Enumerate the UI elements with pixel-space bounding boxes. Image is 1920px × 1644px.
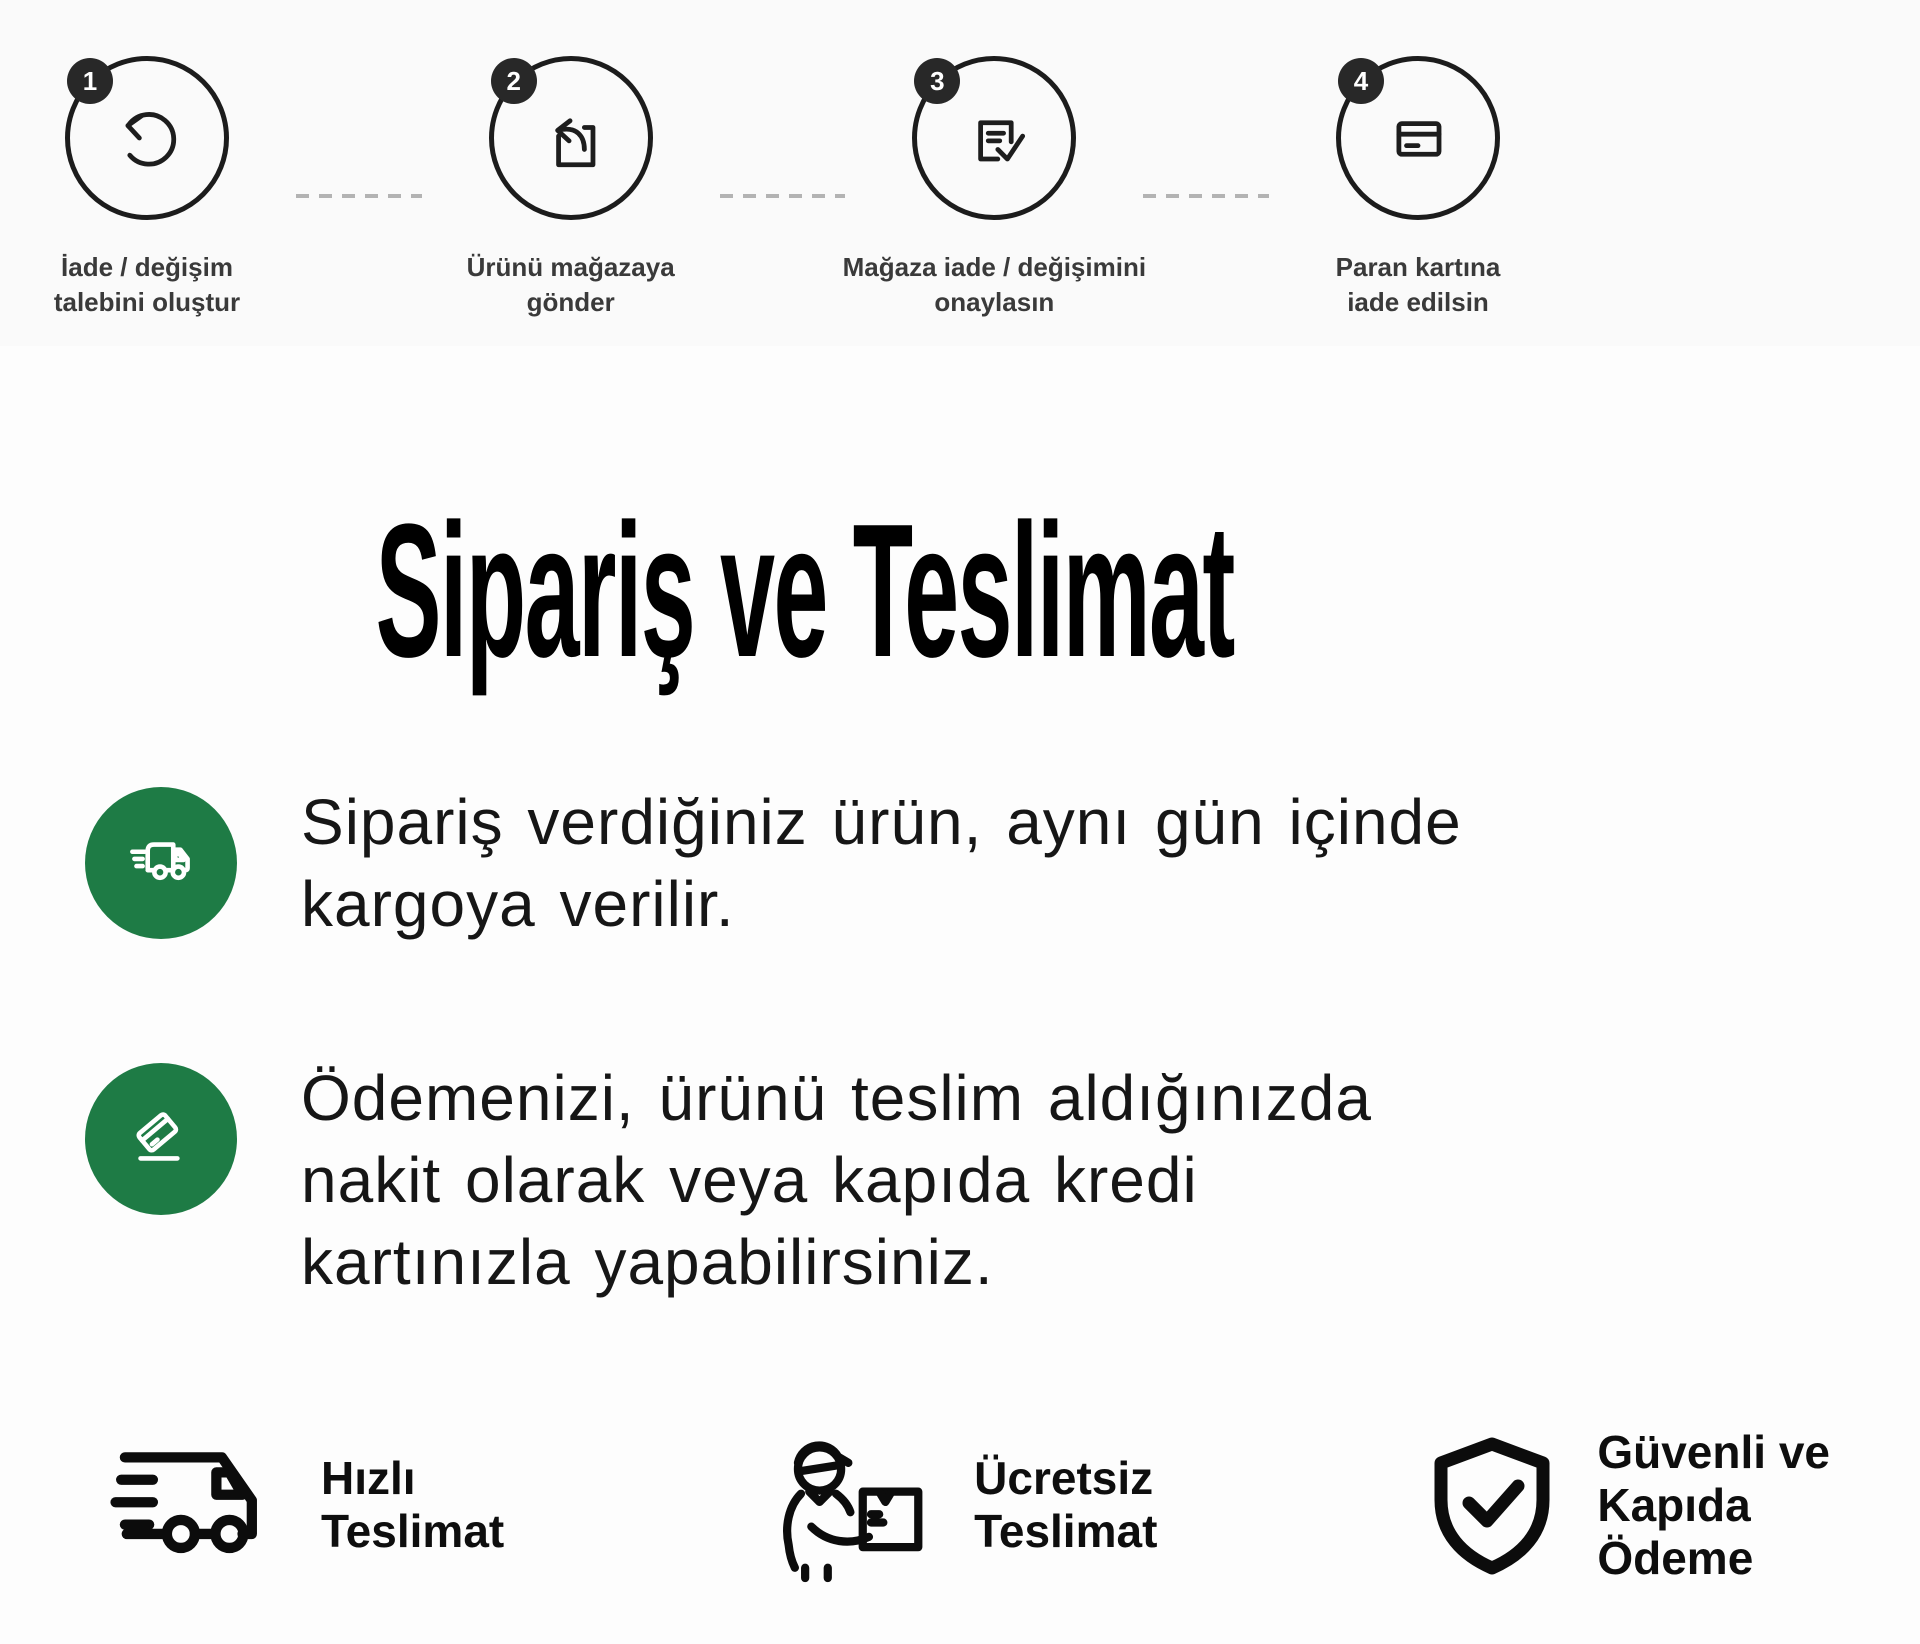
badge-label-line: Teslimat bbox=[974, 1505, 1158, 1557]
info-text bbox=[301, 1057, 1372, 1303]
step-label-line: Ürünü mağazaya bbox=[466, 252, 675, 282]
badge-label-line: Ücretsiz bbox=[974, 1452, 1154, 1504]
step-label-line: gönder bbox=[526, 287, 615, 317]
badge-label-line: Teslimat bbox=[321, 1505, 505, 1557]
badge-fast-delivery bbox=[96, 1435, 504, 1575]
step-number-badge: 1 bbox=[67, 58, 113, 104]
return-box-icon bbox=[528, 95, 614, 181]
info-text-line: Ödemenizi, ürünü teslim aldığınızda bbox=[301, 1062, 1372, 1134]
step-label-line: Paran kartına bbox=[1335, 252, 1501, 282]
step-label-line: İade / değişim bbox=[61, 252, 233, 282]
info-text-line: Sipariş verdiğiniz ürün, aynı gün içinde bbox=[301, 786, 1462, 858]
green-circle bbox=[85, 787, 237, 939]
step-label bbox=[843, 250, 1146, 320]
badge-label-line: Ödeme bbox=[1597, 1531, 1754, 1584]
courier-box-icon bbox=[764, 1425, 944, 1585]
info-text-line: kartınızla yapabilirsiniz. bbox=[301, 1226, 994, 1298]
step-label-line: Mağaza iade / değişimini bbox=[842, 252, 1147, 282]
step-item-3 bbox=[842, 56, 1147, 320]
step-number-badge: 2 bbox=[491, 58, 537, 104]
step-label-line: talebini oluştur bbox=[53, 287, 241, 317]
step-label-line: onaylasın bbox=[934, 287, 1055, 317]
delivery-truck-icon bbox=[115, 817, 207, 909]
badge-label bbox=[974, 1452, 1157, 1558]
return-process-section bbox=[0, 0, 1920, 346]
badge-secure-payment bbox=[1417, 1425, 1830, 1585]
badge-free-delivery bbox=[764, 1425, 1157, 1585]
badge-label-line: Hızlı bbox=[321, 1452, 416, 1504]
page-title: Sipariş ve Teslimat bbox=[375, 485, 1234, 697]
badge-label bbox=[1597, 1426, 1830, 1585]
card-payment-icon bbox=[115, 1093, 207, 1185]
step-label-line: iade edilsin bbox=[1347, 287, 1489, 317]
document-check-icon bbox=[951, 95, 1037, 181]
badge-label-line: Kapıda bbox=[1597, 1478, 1751, 1531]
step-circle bbox=[1336, 56, 1500, 220]
info-text-line: nakit olarak veya kapıda kredi bbox=[301, 1144, 1198, 1216]
info-item-shipping bbox=[85, 781, 1920, 945]
step-item-1 bbox=[2, 56, 292, 320]
step-item-4 bbox=[1273, 56, 1563, 320]
step-number-badge: 3 bbox=[914, 58, 960, 104]
badge-label-line: Güvenli ve bbox=[1597, 1425, 1830, 1478]
feature-badges-row bbox=[0, 1425, 1920, 1585]
step-label bbox=[54, 250, 240, 320]
info-section bbox=[0, 781, 1920, 1303]
step-circle bbox=[912, 56, 1076, 220]
step-label bbox=[467, 250, 675, 320]
fast-truck-icon bbox=[96, 1435, 291, 1575]
return-process-row bbox=[0, 56, 1565, 320]
info-text-line: kargoya verilir. bbox=[301, 868, 735, 940]
info-item-payment bbox=[85, 1057, 1920, 1303]
step-item-2 bbox=[426, 56, 716, 320]
step-number-badge: 4 bbox=[1338, 58, 1384, 104]
info-text bbox=[301, 781, 1462, 945]
step-label bbox=[1336, 250, 1501, 320]
credit-card-icon bbox=[1375, 95, 1461, 181]
green-circle bbox=[85, 1063, 237, 1215]
step-circle bbox=[489, 56, 653, 220]
undo-arrow-icon bbox=[104, 95, 190, 181]
shield-check-icon bbox=[1417, 1425, 1567, 1585]
step-circle bbox=[65, 56, 229, 220]
badge-label bbox=[321, 1452, 504, 1558]
